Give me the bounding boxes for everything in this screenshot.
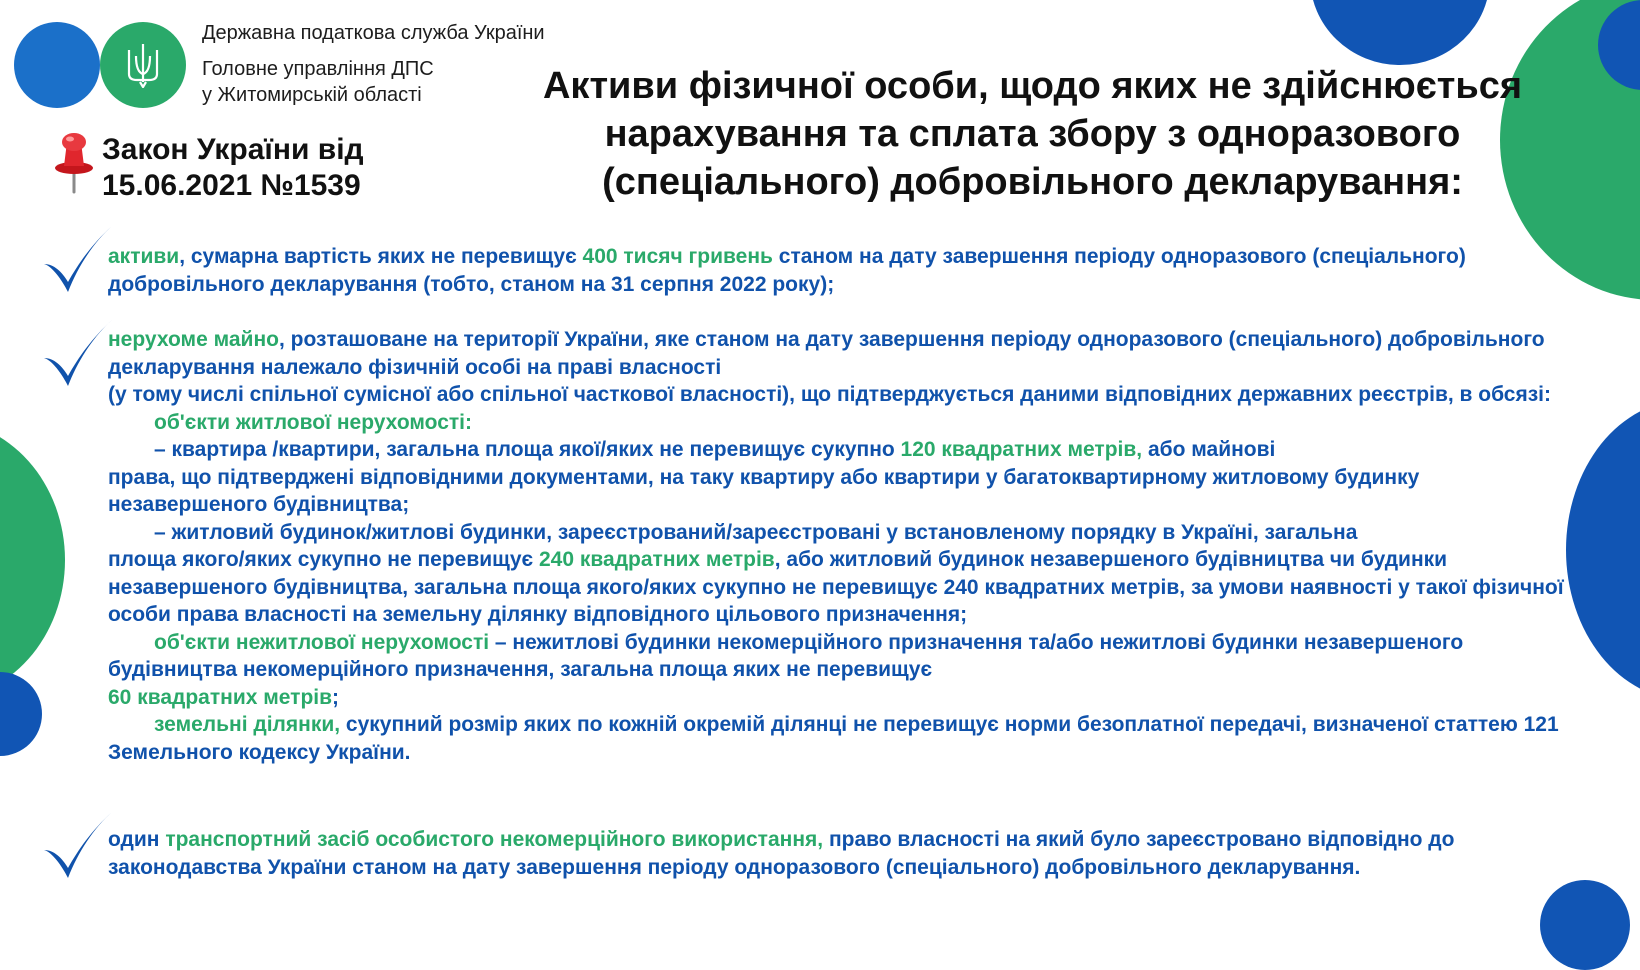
office-line-2: у Житомирській області xyxy=(202,84,422,106)
nonresidential-area-line xyxy=(108,684,1583,712)
item3-part1: один xyxy=(108,828,166,851)
org-name: Державна податкова служба України xyxy=(202,22,545,44)
nonresidential-text: – нежитлові будинки некомерційного призначення та/або нежитлові будинки незавершеного будівництва некомерційного призначення, загальна площа яких не перевищує xyxy=(108,630,1464,681)
item-assets xyxy=(108,243,1583,298)
item1-part1: , сумарна вартість яких не перевищує xyxy=(179,245,583,268)
apartment-text-b: або майнові xyxy=(1142,438,1276,461)
logo-green-circle xyxy=(100,22,186,108)
title-line-1: Активи фізичної особи, щодо яких не здійснюється xyxy=(542,65,1523,107)
house-text-c: , або житловий будинок незавершеного будівництва чи будинки незавершеного будівництва, загальна площа якого/яких сукупно не перевищує 240 квадратних метрів, за умови наявності у такої фізичної особи права власності на земельну ділянку відповідного цільового призначення; xyxy=(108,548,1564,626)
logo-blue-circle xyxy=(14,22,100,108)
nonresidential-line xyxy=(108,629,1583,684)
apartment-text-c: права, що підтверджені відповідними документами, на таку квартиру або квартири у багатоквартирному житловому будинку незавершеного будівництва; xyxy=(108,465,1420,516)
title-line-3: (спеціального) добровільного декларування: xyxy=(602,161,1463,203)
apartment-line xyxy=(108,436,1583,464)
law-reference xyxy=(102,132,364,204)
decor-circle-left-blue xyxy=(0,672,42,756)
decor-circle-bottom-right-blue xyxy=(1540,880,1630,970)
checkmark-icon xyxy=(40,318,114,392)
land-line xyxy=(108,711,1583,766)
item3-part2: право власності на який було зареєстровано відповідно до законодавства України станом на дату завершення періоду одноразового (спеціального) добровільного декларування. xyxy=(108,828,1455,879)
nonresidential-indent xyxy=(108,631,154,654)
item1-green-start: активи xyxy=(108,245,180,268)
house-area: 240 квадратних метрів xyxy=(539,548,775,571)
item-vehicle xyxy=(108,826,1583,881)
land-indent xyxy=(108,713,154,736)
item2-intro xyxy=(108,326,1583,381)
item2-green-start: нерухоме майно xyxy=(108,328,279,351)
land-heading: земельні ділянки, xyxy=(154,713,341,736)
house-text-b: площа якого/яких сукупно не перевищує xyxy=(108,548,539,571)
house-line xyxy=(108,546,1583,629)
trident-icon xyxy=(123,42,163,88)
nonresidential-area: 60 квадратних метрів xyxy=(108,685,333,709)
title-line-2: нарахування та сплата збору з одноразового xyxy=(604,113,1461,155)
law-line-1: Закон України від xyxy=(102,133,364,166)
page-title xyxy=(480,62,1585,206)
pushpin-icon xyxy=(52,130,96,194)
item-real-estate xyxy=(108,326,1583,766)
logo xyxy=(14,22,186,108)
item1-part2: станом на дату завершення періоду одноразового (спеціального) добровільного декларування (тобто, станом на 31 серпня 2022 року); xyxy=(108,245,1466,296)
house-text-a: – житловий будинок/житлові будинки, зареєстрований/зареєстровані у встановленому порядку в Україні, загальна xyxy=(154,520,1358,544)
residential-heading: об'єкти житлової нерухомості: xyxy=(154,410,472,434)
item1-amount: 400 тисяч гривень xyxy=(582,245,773,268)
item2-part2: (у тому числі спільної сумісної або спільної часткової власності), що підтверджується даними відповідних державних реєстрів, в обсязі: xyxy=(108,383,1551,406)
checkmark-icon xyxy=(40,224,114,298)
law-line-2: 15.06.2021 №1539 xyxy=(102,169,361,202)
nonresidential-end: ; xyxy=(332,685,340,709)
checkmark-icon xyxy=(40,810,114,884)
item3-vehicle: транспортний засіб особистого некомерційного використання, xyxy=(165,828,824,851)
office-line-1: Головне управління ДПС xyxy=(202,58,434,80)
apartment-area: 120 квадратних метрів, xyxy=(900,438,1143,461)
item2-part1: , розташоване на території України, яке станом на дату завершення періоду одноразового (спеціального) добровільного декларування належало фізичній особі на праві власності xyxy=(108,328,1545,379)
apartment-text-a: – квартира /квартири, загальна площа якої/яких не перевищує сукупно xyxy=(154,438,901,461)
land-text: сукупний розмір яких по кожній окремій ділянці не перевищує норми безоплатної передачі, визначеної статтею 121 Земельного кодексу України. xyxy=(108,713,1559,764)
decor-circle-left-green xyxy=(0,420,65,700)
nonresidential-heading: об'єкти нежитлової нерухомості xyxy=(154,630,490,654)
decor-circle-top-blue xyxy=(1310,0,1490,65)
